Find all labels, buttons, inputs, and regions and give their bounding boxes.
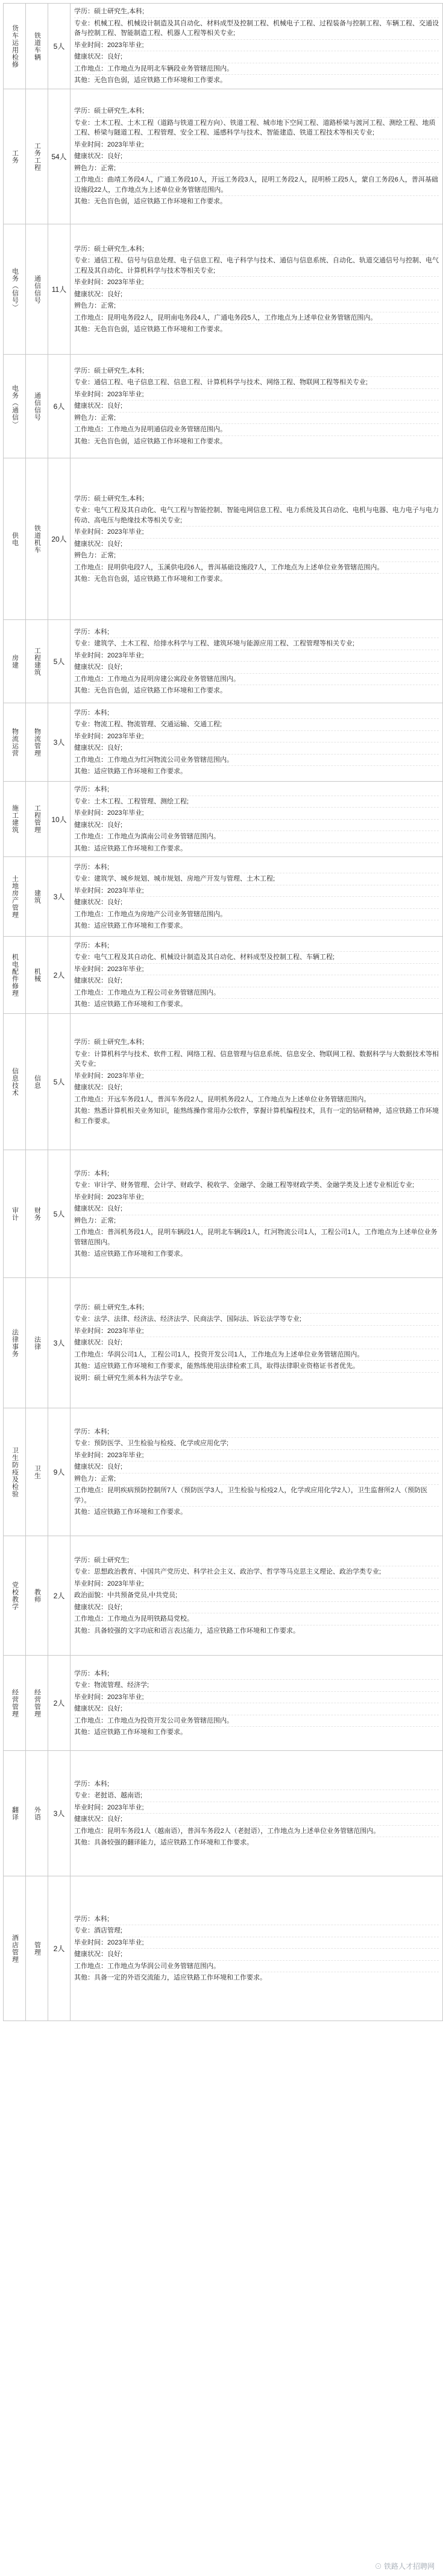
headcount-cell xyxy=(48,703,71,782)
requirement-line: 辨色力：正常; xyxy=(74,413,439,425)
requirements-cell xyxy=(71,857,443,937)
requirement-line: 毕业时间：2023年毕业; xyxy=(74,527,439,539)
requirement-line: 辨色力：正常; xyxy=(74,1215,439,1227)
requirement-line: 工作地点：昆明电务段2人，昆明南电务段4人，广通电务段5人，工作地点为上述单位业务管辖范围内。 xyxy=(74,312,439,324)
requirement-line: 毕业时间：2023年毕业; xyxy=(74,731,439,743)
department-label: 翻译 xyxy=(11,1806,19,1821)
headcount-value: 5人 xyxy=(53,1078,65,1086)
requirements-cell xyxy=(71,1876,443,2021)
headcount-cell xyxy=(48,1656,71,1751)
department-label: 供电 xyxy=(11,531,19,546)
requirement-line: 学历：硕士研究生,本科; xyxy=(74,1302,439,1314)
watermark-text: ⊙ 铁路人才招聘网 xyxy=(374,2562,435,2571)
requirement-line: 学历：硕士研究生; xyxy=(74,1555,439,1567)
requirement-line: 毕业时间：2023年毕业; xyxy=(74,389,439,401)
post-label: 财务 xyxy=(33,1206,41,1221)
post-cell xyxy=(26,1751,48,1876)
department-cell xyxy=(4,703,26,782)
requirements-cell xyxy=(71,620,443,703)
position-row xyxy=(4,89,443,224)
requirement-line: 工作地点：昆明疾病预防控制所7人（预防医学3人，卫生检验与检疫2人，化学或应用化学2人），卫生监督所2人（预防医学）。 xyxy=(74,1485,439,1507)
position-row xyxy=(4,782,443,857)
requirement-line: 其他：适应铁路工作环境和工作要求。 xyxy=(74,1001,187,1008)
department-cell xyxy=(4,355,26,458)
post-label: 建筑 xyxy=(33,889,41,904)
requirement-line: 工作地点：工作地点为昆明铁路局党校。 xyxy=(74,1613,439,1625)
position-row xyxy=(4,620,443,703)
headcount-cell xyxy=(48,1536,71,1656)
requirement-line: 专业：法学、法律、经济法、经济法学、民商法学、国际法、诉讼法学等专业; xyxy=(74,1314,439,1326)
requirements-list xyxy=(71,1166,442,1262)
department-label: 机电配件修理 xyxy=(11,953,19,997)
headcount-value: 20人 xyxy=(51,535,67,543)
requirement-line: 学历：本科; xyxy=(74,1914,439,1926)
requirements-list xyxy=(71,241,442,338)
requirement-line: 其他：无色盲色弱，适应铁路工作环境和工作要求。 xyxy=(74,575,227,583)
requirement-line: 健康状况：良好; xyxy=(74,975,439,987)
headcount-value: 2人 xyxy=(53,1699,65,1707)
requirements-list xyxy=(71,1666,442,1741)
position-row xyxy=(4,458,443,620)
requirement-line: 其他：适应铁路工作环境和工作要求。 xyxy=(74,922,187,929)
requirement-line: 学历：本科; xyxy=(74,1426,439,1438)
recruitment-table-body xyxy=(4,4,443,2021)
requirement-line: 专业：计算机科学与技术、软件工程、网络工程、信息管理与信息系统、信息安全、物联网工程、数据科学与大数据技术等相关专业; xyxy=(74,1049,439,1071)
headcount-value: 6人 xyxy=(53,402,65,411)
requirement-line: 其他：无色盲色弱，适应铁路工作环境和工作要求。 xyxy=(74,77,227,84)
requirement-line: 学历：硕士研究生,本科; xyxy=(74,6,439,18)
requirement-line: 其他：适应铁路工作环境和工作要求。 xyxy=(74,768,187,775)
department-cell xyxy=(4,937,26,1014)
requirements-list xyxy=(71,1552,442,1639)
department-cell xyxy=(4,458,26,620)
requirements-cell xyxy=(71,1014,443,1150)
requirement-line: 工作地点：华润公司1人，工程公司1人，投资开发公司1人，工作地点为上述单位业务管辖范围内。 xyxy=(74,1349,439,1361)
requirement-line: 专业：酒店管理; xyxy=(74,1925,439,1937)
requirement-line: 毕业时间：2023年毕业; xyxy=(74,885,439,897)
requirement-line: 毕业时间：2023年毕业; xyxy=(74,1450,439,1462)
requirement-line: 健康状况：良好; xyxy=(74,662,439,674)
headcount-cell xyxy=(48,1408,71,1536)
requirement-line: 工作地点：工作地点为红河物流公司业务管辖范围内。 xyxy=(74,755,439,767)
requirement-line: 健康状况：良好; xyxy=(74,1337,439,1349)
requirements-list xyxy=(71,491,442,587)
requirement-line: 专业：机械工程、机械设计制造及其自动化、材料成型及控制工程、机械电子工程、过程装备与控制工程、车辆工程、交通设备与控制工程、智能制造工程、机器人工程等相关专业; xyxy=(74,18,439,40)
headcount-cell xyxy=(48,355,71,458)
department-label: 法律事务 xyxy=(11,1328,19,1358)
requirement-line: 专业：土木工程、工程管理、测绘工程; xyxy=(74,796,439,808)
requirements-cell xyxy=(71,1751,443,1876)
post-cell xyxy=(26,355,48,458)
post-cell xyxy=(26,1014,48,1150)
headcount-cell xyxy=(48,458,71,620)
department-label: 电务（通信） xyxy=(11,384,19,428)
headcount-cell xyxy=(48,857,71,937)
headcount-value: 11人 xyxy=(51,285,67,294)
headcount-value: 5人 xyxy=(53,1210,65,1218)
requirements-cell xyxy=(71,355,443,458)
post-label: 工务工程 xyxy=(33,142,41,171)
requirement-line: 学历：本科; xyxy=(74,940,439,952)
requirement-line: 健康状况：良好; xyxy=(74,1461,439,1473)
requirement-line: 辨色力：正常; xyxy=(74,550,439,562)
requirement-line: 毕业时间：2023年毕业; xyxy=(74,1326,439,1338)
requirement-line: 其他：适应铁路工作环境和工作要求。 xyxy=(74,1250,187,1258)
requirement-line: 毕业时间：2023年毕业; xyxy=(74,1937,439,1949)
requirement-line: 辨色力：正常; xyxy=(74,1473,439,1486)
requirement-line: 其他：无色盲色弱，适应铁路工作环境和工作要求。 xyxy=(74,198,227,206)
headcount-cell xyxy=(48,89,71,224)
post-cell xyxy=(26,89,48,224)
requirement-line: 健康状况：良好; xyxy=(74,1814,439,1826)
department-cell xyxy=(4,1536,26,1656)
requirement-line: 学历：本科; xyxy=(74,1779,439,1791)
department-label: 工务 xyxy=(11,149,19,164)
requirement-line: 毕业时间：2023年毕业; xyxy=(74,277,439,289)
post-label: 法律 xyxy=(33,1335,41,1350)
post-cell xyxy=(26,1150,48,1278)
requirements-cell xyxy=(71,1536,443,1656)
recruitment-table xyxy=(3,3,443,2021)
headcount-cell xyxy=(48,782,71,857)
requirement-line: 专业：电气工程及其自动化、电气工程与智能控制、智能电网信息工程、电力系统及其自动化、电机与电器、电力电子与电力传动、高电压与绝缘技术等相关专业; xyxy=(74,505,439,527)
requirement-line: 健康状况：良好; xyxy=(74,51,439,63)
requirement-line: 毕业时间：2023年毕业; xyxy=(74,650,439,662)
post-cell xyxy=(26,937,48,1014)
department-cell xyxy=(4,1876,26,2021)
department-cell xyxy=(4,89,26,224)
requirement-line: 学历：硕士研究生,本科; xyxy=(74,106,439,118)
requirement-line: 健康状况：良好; xyxy=(74,1703,439,1715)
requirement-line: 学历：本科; xyxy=(74,784,439,796)
headcount-value: 10人 xyxy=(51,815,67,824)
requirement-line: 健康状况：良好; xyxy=(74,1082,439,1094)
requirement-line: 健康状况：良好; xyxy=(74,400,439,413)
requirement-line: 其他：具备较强的文字功底和语言表达能力，适应铁路工作环境和工作要求。 xyxy=(74,1627,300,1635)
position-row xyxy=(4,857,443,937)
requirement-line: 专业：物流管理、经济学; xyxy=(74,1680,439,1692)
requirement-line: 工作地点：开远车务段1人，普洱车务段2人，昆明机务段2人，工作地点为上述单位业务管辖范围内。 xyxy=(74,1094,439,1106)
requirement-line: 专业：建筑学、城乡规划、城市规划、房地产开发与管理、土木工程; xyxy=(74,873,439,885)
requirement-line: 专业：老挝语、越南语; xyxy=(74,1790,439,1802)
post-cell xyxy=(26,1536,48,1656)
position-row xyxy=(4,1408,443,1536)
requirements-list xyxy=(71,1034,442,1129)
requirement-line: 工作地点：工作地点为昆明房建公寓段业务管辖范围内。 xyxy=(74,674,439,686)
post-label: 外语 xyxy=(33,1806,41,1821)
post-cell xyxy=(26,1278,48,1408)
position-row xyxy=(4,1014,443,1150)
position-row xyxy=(4,1656,443,1751)
requirement-line: 毕业时间：2023年毕业; xyxy=(74,964,439,976)
headcount-value: 3人 xyxy=(53,738,65,747)
department-cell xyxy=(4,1751,26,1876)
requirement-line: 辨色力：正常; xyxy=(74,300,439,312)
headcount-cell xyxy=(48,1876,71,2021)
requirement-line: 工作地点：工作地点为工程公司业务管辖范围内。 xyxy=(74,987,439,999)
requirement-line: 健康状况：良好; xyxy=(74,151,439,163)
requirements-list xyxy=(71,859,442,934)
department-label: 审计 xyxy=(11,1206,19,1221)
post-cell xyxy=(26,703,48,782)
requirement-line: 健康状况：良好; xyxy=(74,289,439,301)
headcount-value: 2人 xyxy=(53,1592,65,1600)
department-cell xyxy=(4,857,26,937)
requirement-line: 毕业时间：2023年毕业; xyxy=(74,1192,439,1204)
post-cell xyxy=(26,1656,48,1751)
requirement-line: 工作地点：工作地点为昆明通信段业务管辖范围内。 xyxy=(74,424,439,436)
post-label: 物流管理 xyxy=(33,727,41,757)
requirement-line: 其他：熟悉计算机相关业务知识，能熟练操作常用办公软件，掌握计算机编程技术，具有一定的钻研精神，适应铁路工作环境和工作要求。 xyxy=(74,1107,439,1125)
headcount-value: 2人 xyxy=(53,971,65,979)
headcount-value: 2人 xyxy=(53,1945,65,1953)
requirements-cell xyxy=(71,4,443,89)
requirements-cell xyxy=(71,458,443,620)
requirement-line: 工作地点：曲靖工务段4人，广通工务段10人，开远工务段3人，昆明工务段2人，昆明桥工段5人，蒙自工务段6人，普洱基础设施段22人，工作地点为上述单位业务管辖范围内。 xyxy=(74,174,439,196)
requirement-line: 专业：物流工程、物流管理、交通运输、交通工程; xyxy=(74,719,439,731)
requirement-line: 工作地点：普洱机务段1人，昆明车辆段1人，昆明北车辆段1人，红河物流公司1人，工程公司1人，工作地点为上述单位业务管辖范围内。 xyxy=(74,1227,439,1248)
requirement-line: 说明：硕士研究生须本科为法学专业。 xyxy=(74,1374,187,1382)
requirements-cell xyxy=(71,89,443,224)
position-row xyxy=(4,703,443,782)
headcount-value: 54人 xyxy=(51,153,67,161)
position-row xyxy=(4,355,443,458)
requirement-line: 毕业时间：2023年毕业; xyxy=(74,1802,439,1814)
requirements-cell xyxy=(71,703,443,782)
headcount-value: 3人 xyxy=(53,893,65,901)
position-row xyxy=(4,1150,443,1278)
requirement-line: 专业：土木工程、土木工程（道路与铁道工程方向）、铁道工程、城市地下空间工程、道路桥梁与渡河工程、测绘工程、地质工程、桥梁与隧道工程、工程管理、安全工程、遥感科学与技术、智能建造、铁道工程技术等相关专业; xyxy=(74,118,439,139)
requirement-line: 工作地点：工作地点为滇南公司业务管辖范围内。 xyxy=(74,831,439,843)
requirements-cell xyxy=(71,782,443,857)
department-label: 货车运用检修 xyxy=(11,24,19,68)
requirement-line: 毕业时间：2023年毕业; xyxy=(74,808,439,820)
requirement-line: 其他：适应铁路工作环境和工作要求。 xyxy=(74,1508,187,1516)
requirements-list xyxy=(71,103,442,210)
post-label: 教师 xyxy=(33,1588,41,1603)
post-cell xyxy=(26,1876,48,2021)
requirement-line: 其他：具备一定的外语交流能力，适应铁路工作环境和工作要求。 xyxy=(74,1974,266,1981)
requirement-line: 工作地点：工作地点为房地产公司业务管辖范围内。 xyxy=(74,909,439,921)
requirement-line: 专业：通信工程、电子信息工程、信息工程、计算机科学与技术、网络工程、物联网工程等相关专业; xyxy=(74,377,439,389)
requirement-line: 工作地点：昆明车务段1人（越南语），普洱车务段2人（老挝语），工作地点为上述单位业务管辖范围内。 xyxy=(74,1826,439,1838)
requirement-line: 健康状况：良好; xyxy=(74,897,439,909)
requirements-list xyxy=(71,1911,442,1986)
requirement-line: 学历：本科; xyxy=(74,707,439,720)
requirement-line: 学历：本科; xyxy=(74,1168,439,1180)
requirement-line: 政治面貌：中共预备党员,中共党员; xyxy=(74,1590,439,1602)
post-label: 经营管理 xyxy=(33,1688,41,1718)
requirement-line: 其他：无色盲色弱，适应铁路工作环境和工作要求。 xyxy=(74,326,227,333)
department-label: 物流运营 xyxy=(11,727,19,757)
post-label: 通信信号 xyxy=(33,391,41,421)
requirement-line: 工作地点：工作地点为投资开发公司业务管辖范围内。 xyxy=(74,1715,439,1727)
post-cell xyxy=(26,620,48,703)
requirements-cell xyxy=(71,1278,443,1408)
post-label: 信息 xyxy=(33,1074,41,1089)
position-row xyxy=(4,1751,443,1876)
requirement-line: 毕业时间：2023年毕业; xyxy=(74,139,439,151)
department-label: 党校教学 xyxy=(11,1581,19,1610)
requirements-list xyxy=(71,1776,442,1851)
post-cell xyxy=(26,458,48,620)
requirements-list xyxy=(71,363,442,450)
department-label: 电务（信号） xyxy=(11,267,19,311)
requirement-line: 学历：硕士研究生,本科; xyxy=(74,244,439,256)
department-label: 施工建筑 xyxy=(11,805,19,834)
position-row xyxy=(4,937,443,1014)
requirement-line: 健康状况：良好; xyxy=(74,1602,439,1614)
requirement-line: 健康状况：良好; xyxy=(74,742,439,755)
requirement-line: 学历：硕士研究生,本科; xyxy=(74,1037,439,1049)
headcount-value: 3人 xyxy=(53,1339,65,1347)
requirements-list xyxy=(71,938,442,1013)
position-row xyxy=(4,1278,443,1408)
post-label: 铁道机车 xyxy=(33,524,41,554)
department-cell xyxy=(4,1150,26,1278)
department-cell xyxy=(4,1278,26,1408)
post-label: 管理 xyxy=(33,1941,41,1956)
requirements-list xyxy=(71,624,442,699)
headcount-cell xyxy=(48,1150,71,1278)
post-label: 铁道车辆 xyxy=(33,31,41,61)
requirements-cell xyxy=(71,1656,443,1751)
requirement-line: 工作地点：昆明供电段7人，玉溪供电段6人，普洱基础设施段7人，工作地点为上述单位业务管辖范围内。 xyxy=(74,562,439,574)
requirement-line: 其他：适应铁路工作环境和工作要求。 xyxy=(74,1729,187,1736)
requirement-line: 健康状况：良好; xyxy=(74,820,439,832)
requirement-line: 学历：硕士研究生,本科; xyxy=(74,366,439,378)
department-label: 卫生防疫及检验 xyxy=(11,1446,19,1498)
headcount-cell xyxy=(48,620,71,703)
requirement-line: 其他：无色盲色弱，适应铁路工作环境和工作要求。 xyxy=(74,437,227,445)
requirement-line: 专业：通信工程、信号与信息处理、电子信息工程、电子科学与技术、通信与信息系统、自动化、轨道交通信号与控制、电气工程及其自动化、计算机科学与技术等相关专业; xyxy=(74,255,439,277)
requirement-line: 专业：预防医学、卫生检验与检疫、化学或应用化学; xyxy=(74,1438,439,1450)
post-cell xyxy=(26,857,48,937)
department-label: 经营管理 xyxy=(11,1688,19,1718)
requirement-line: 学历：本科; xyxy=(74,627,439,639)
department-label: 房建 xyxy=(11,654,19,669)
post-cell xyxy=(26,782,48,857)
department-label: 酒店管理 xyxy=(11,1934,19,1963)
headcount-cell xyxy=(48,1278,71,1408)
requirements-list xyxy=(71,1300,442,1387)
headcount-value: 9人 xyxy=(53,1468,65,1476)
requirement-line: 其他：适应铁路工作环境和工作要求。 xyxy=(74,844,187,852)
department-cell xyxy=(4,1408,26,1536)
requirement-line: 毕业时间：2023年毕业; xyxy=(74,1578,439,1590)
post-cell xyxy=(26,224,48,355)
requirements-list xyxy=(71,705,442,780)
requirements-cell xyxy=(71,937,443,1014)
position-row xyxy=(4,1876,443,2021)
department-cell xyxy=(4,1656,26,1751)
requirement-line: 学历：本科; xyxy=(74,1668,439,1680)
post-label: 卫生 xyxy=(33,1464,41,1479)
post-cell xyxy=(26,4,48,89)
requirement-line: 专业：建筑学、土木工程、给排水科学与工程、建筑环境与能源应用工程、工程管理等相关专业; xyxy=(74,638,439,650)
department-label: 信息技术 xyxy=(11,1067,19,1097)
post-label: 机械 xyxy=(33,967,41,983)
headcount-cell xyxy=(48,4,71,89)
requirement-line: 工作地点：工作地点为昆明北车辆段业务管辖范围内。 xyxy=(74,63,439,75)
requirement-line: 健康状况：良好; xyxy=(74,1949,439,1961)
requirement-line: 健康状况：良好; xyxy=(74,1203,439,1215)
post-label: 通信信号 xyxy=(33,274,41,304)
headcount-cell xyxy=(48,224,71,355)
requirement-line: 健康状况：良好; xyxy=(74,539,439,551)
requirements-cell xyxy=(71,1408,443,1536)
requirement-line: 工作地点：工作地点为华润公司业务管辖范围内。 xyxy=(74,1961,439,1973)
department-cell xyxy=(4,782,26,857)
requirement-line: 毕业时间：2023年毕业; xyxy=(74,1692,439,1704)
department-cell xyxy=(4,1014,26,1150)
headcount-cell xyxy=(48,937,71,1014)
post-label: 工程建筑 xyxy=(33,647,41,676)
requirements-list xyxy=(71,782,442,856)
requirements-list xyxy=(71,1424,442,1521)
requirement-line: 毕业时间：2023年毕业; xyxy=(74,40,439,52)
headcount-cell xyxy=(48,1014,71,1150)
department-cell xyxy=(4,620,26,703)
position-row xyxy=(4,1536,443,1656)
requirements-cell xyxy=(71,1150,443,1278)
headcount-value: 5人 xyxy=(53,657,65,666)
department-cell xyxy=(4,4,26,89)
requirement-line: 学历：本科; xyxy=(74,862,439,874)
requirement-line: 专业：思想政治教育、中国共产党历史、科学社会主义、政治学、哲学等马克思主义理论、政治学类专业; xyxy=(74,1566,439,1578)
requirement-line: 其他：无色盲色弱，适应铁路工作环境和工作要求。 xyxy=(74,687,227,694)
post-cell xyxy=(26,1408,48,1536)
headcount-cell xyxy=(48,1751,71,1876)
position-row xyxy=(4,4,443,89)
headcount-value: 3人 xyxy=(53,1809,65,1818)
headcount-value: 5人 xyxy=(53,42,65,51)
position-row xyxy=(4,224,443,355)
requirement-line: 专业：审计学、财务管理、会计学、财政学、税收学、金融学、金融工程等财政学类、金融学类及上述专业相近专业; xyxy=(74,1180,439,1192)
requirements-cell xyxy=(71,224,443,355)
department-label: 土地房产管理 xyxy=(11,875,19,919)
requirement-line: 其他：具备较强的翻译能力，适应铁路工作环境和工作要求。 xyxy=(74,1839,253,1846)
requirement-line: 学历：硕士研究生,本科; xyxy=(74,493,439,505)
requirement-line: 毕业时间：2023年毕业; xyxy=(74,1071,439,1083)
requirement-line: 专业：电气工程及其自动化、机械设计制造及其自动化、材料成型及控制工程、车辆工程; xyxy=(74,952,439,964)
department-cell xyxy=(4,224,26,355)
post-label: 工程管理 xyxy=(33,805,41,834)
requirements-list xyxy=(71,4,442,89)
requirement-line: 其他：适应铁路工作环境和工作要求，能熟练使用法律检索工具，取得法律职业资格证书者优先。 xyxy=(74,1361,439,1373)
requirement-line: 辨色力：正常; xyxy=(74,163,439,175)
